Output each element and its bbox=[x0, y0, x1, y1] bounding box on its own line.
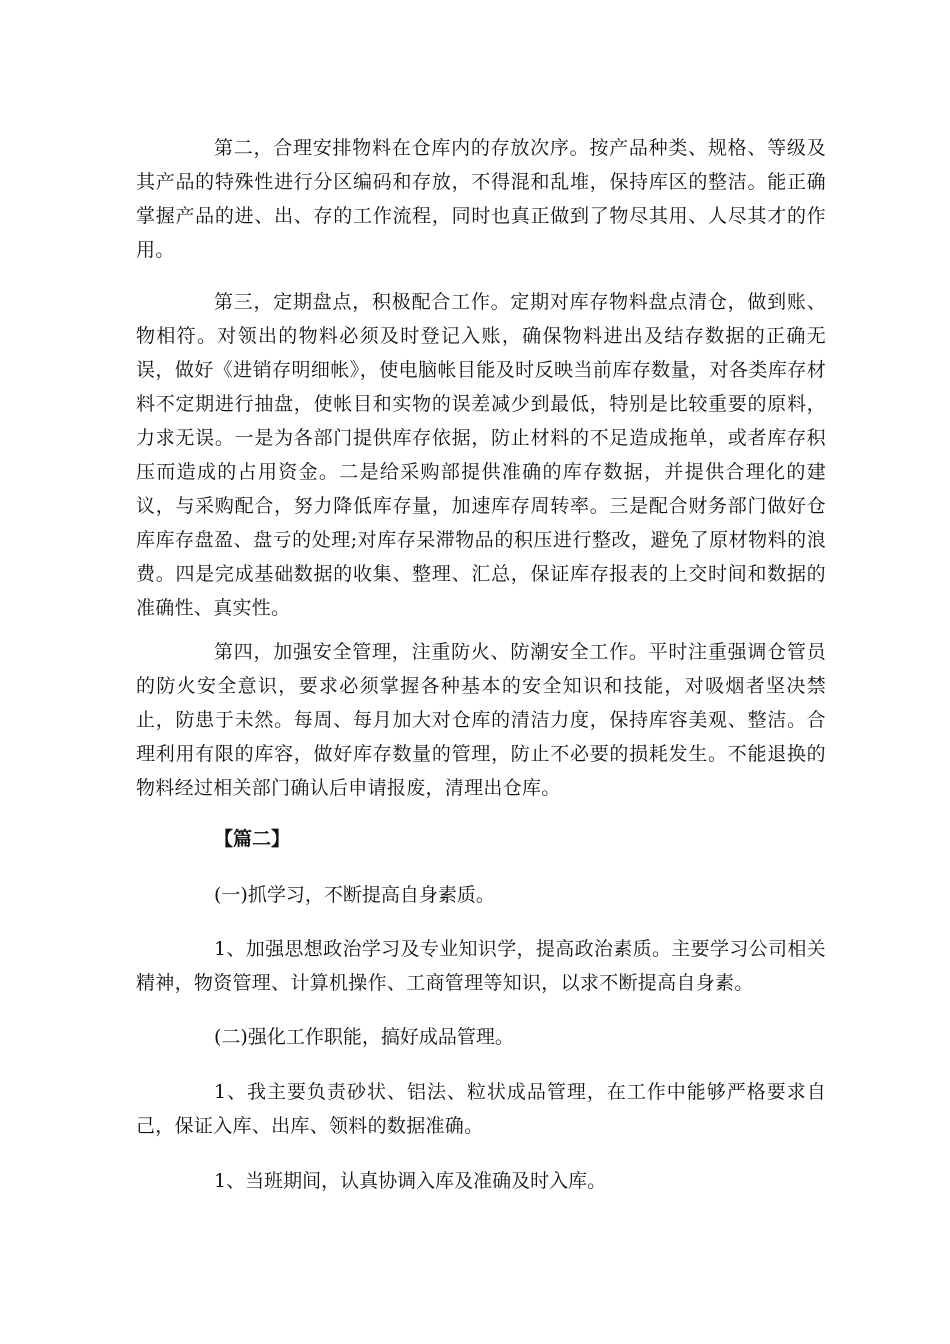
paragraph-shift-duty: 1、当班期间，认真协调入库及准确及时入库。 bbox=[214, 1170, 607, 1192]
paragraph-political-study: 1、加强思想政治学习及专业知识学，提高政治素质。主要学习公司相关精神，物资管理、计算机操作、工商管理等知识，以求不断提高自身素。 bbox=[136, 938, 826, 994]
section-heading: 【篇二】 bbox=[214, 828, 291, 850]
paragraph-product-responsibility: 1、我主要负责砂状、铝法、粒状成品管理，在工作中能够严格要求自己，保证入库、出库、领料的数据准确。 bbox=[136, 1081, 826, 1137]
paragraph-safety-management: 第四，加强安全管理，注重防火、防潮安全工作。平时注重强调仓管员的防火安全意识，要求必须掌握各种基本的安全知识和技能，对吸烟者坚决禁止，防患于未然。每周、每月加大对仓库的清洁力度，保持库容美观、整洁。合理利用有限的库容，做好库存数量的管理，防止不必要的损耗发生。不能退换的物料经过相关部门确认后申请报废，清理出仓库。 bbox=[136, 641, 826, 799]
subheading-product-management: (二)强化工作职能，搞好成品管理。 bbox=[214, 1026, 514, 1048]
paragraph-regular-inventory: 第三，定期盘点，积极配合工作。定期对库存物料盘点清仓，做到账、物相符。对领出的物料必须及时登记入账，确保物料进出及结存数据的正确无误，做好《进销存明细帐》，使电脑帐目能及时反映当前库存数量，对各类库存材料不定期进行抽盘，使帐目和实物的误差减少到最低，特别是比较重要的原料，力求无误。一是为各部门提供库存依据，防止材料的不足造成拖单，或者库存积压而造成的占用资金。二是给采购部提供准确的库存数据，并提供合理化的建议，与采购配合，努力降低库存量，加速库存周转率。三是配合财务部门做好仓库库存盘盈、盘亏的处理;对库存呆滞物品的积压进行整改，避免了原材物料的浪费。四是完成基础数据的收集、整理、汇总，保证库存报表的上交时间和数据的准确性、真实性。 bbox=[136, 291, 826, 619]
paragraph-storage-order: 第二，合理安排物料在仓库内的存放次序。按产品种类、规格、等级及其产品的特殊性进行分区编码和存放，不得混和乱堆，保持库区的整洁。能正确掌握产品的进、出、存的工作流程，同时也真正做到了物尽其用、人尽其才的作用。 bbox=[136, 137, 826, 261]
subheading-study: (一)抓学习，不断提高自身素质。 bbox=[214, 884, 495, 906]
